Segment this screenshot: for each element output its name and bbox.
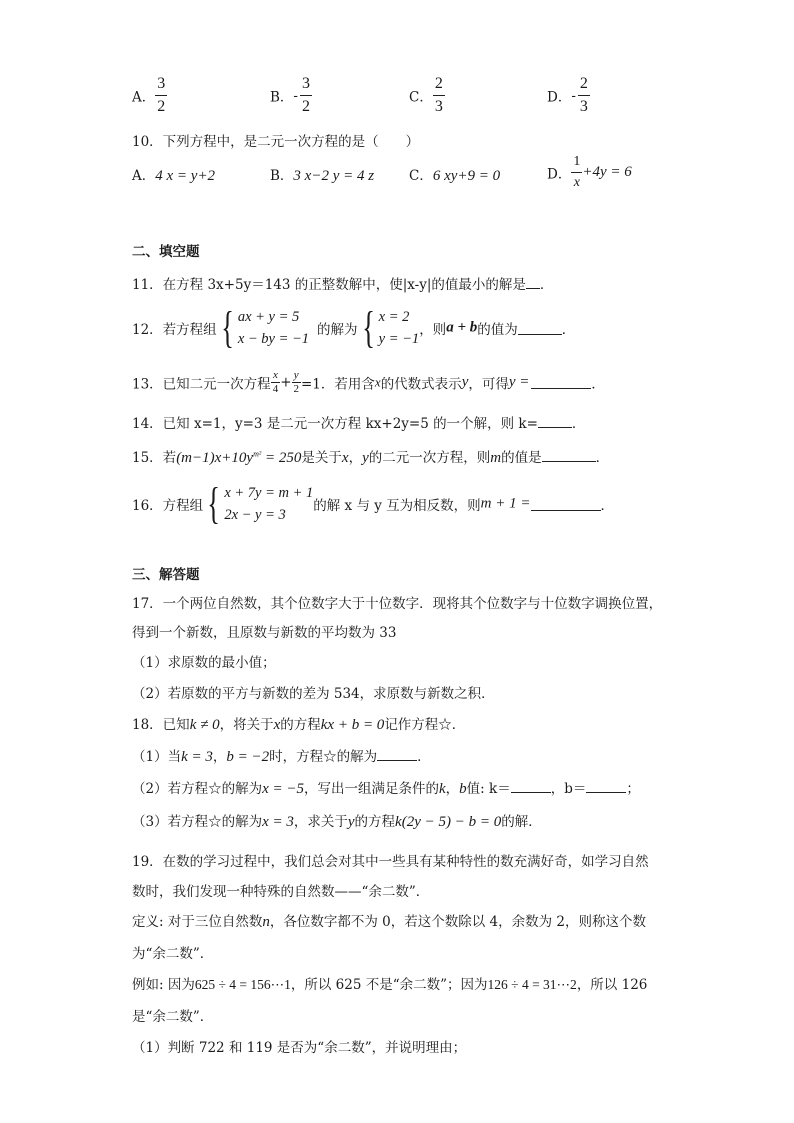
answer-blank[interactable] [526, 276, 540, 289]
question-text: 的方程 [354, 814, 396, 830]
denominator: 3 [434, 98, 443, 115]
section-heading-fill-in: 二、填空题 [132, 244, 200, 260]
expression: b = −2 [226, 749, 270, 765]
numerator: x [271, 370, 281, 383]
period: ． [571, 416, 586, 432]
question-text: （1）当 [132, 749, 182, 765]
expression: (m−1)x+10y [176, 450, 254, 466]
question-text: ，可得 [468, 376, 509, 393]
question-text: （2）若方程☆的解为 [132, 781, 263, 797]
q10-option-d [547, 155, 632, 190]
q18-part1 [132, 745, 431, 766]
question-text: 的解为 [317, 322, 358, 338]
question-text: 时，方程☆的解为 [269, 749, 378, 765]
variable: b [459, 781, 467, 797]
question-text: ，所以 126 [576, 977, 648, 993]
option-label: C． [409, 168, 433, 184]
q19-line2: 数时，我们发现一种特殊的自然数——“余二数”． [132, 884, 430, 900]
q10-stem: 10．下列方程中，是二元一次方程的是（ ） [132, 134, 420, 150]
period: ． [595, 450, 610, 466]
minus-sign: - [571, 87, 576, 104]
comma: ， [348, 450, 363, 466]
question-text: ，b＝ [550, 781, 587, 797]
question-text: 的解． [501, 814, 542, 830]
left-brace: { [361, 303, 375, 352]
q16 [132, 479, 614, 528]
denominator: 4 [272, 383, 279, 395]
expression: x = 3 [262, 814, 294, 830]
q18-part3 [132, 810, 542, 831]
question-text: 的值为 [477, 322, 518, 338]
expression: x = −5 [262, 781, 304, 797]
q19-definition [132, 910, 646, 931]
question-text: 13．已知二元一次方程 [132, 376, 271, 393]
variable: y [362, 450, 369, 466]
question-text: ，所以 625 不是“余二数”；因为 [290, 977, 488, 993]
question-text: 记作方程☆． [384, 717, 466, 733]
question-text: 的方程 [280, 717, 321, 733]
solution-y: y = −1 [378, 331, 420, 347]
numerator: 3 [300, 76, 312, 96]
question-text: ，将关于 [219, 717, 274, 733]
equation-system [238, 306, 309, 350]
denominator: 3 [579, 98, 588, 115]
option-label: A． [132, 89, 156, 106]
question-text: 值: k＝ [466, 781, 511, 797]
answer-blank[interactable] [542, 449, 596, 462]
q17-part1: （1）求原数的最小值； [132, 655, 276, 671]
answer-blank[interactable] [531, 498, 601, 511]
q14 [132, 412, 585, 432]
equation: 6 xy+9 = 0 [432, 168, 501, 184]
variable: y [461, 374, 469, 390]
equation-2: 2x − y = 3 [224, 507, 286, 523]
plus-sign: + [280, 374, 292, 391]
option-label: B． [270, 89, 294, 106]
denominator: x [573, 175, 580, 190]
q17-line1: 17．一个两位自然数，其个位数字大于十位数字．现将其个位数字与十位数字调换位置， [132, 596, 663, 612]
question-text: 16．方程组 [132, 498, 204, 514]
equation: 3 x−2 y = 4 z [293, 168, 375, 184]
q15 [132, 446, 609, 467]
q9-option-b [270, 76, 312, 115]
question-text: 12．若方程组 [132, 322, 217, 338]
expression: k = 3 [181, 749, 213, 765]
expression: a + b [446, 319, 478, 336]
answer-blank-b[interactable] [586, 780, 626, 793]
expression: 625 ÷ 4 = 156⋯1 [194, 977, 291, 992]
question-text: 18．已知 [132, 717, 190, 733]
variable: k [439, 781, 446, 797]
q19-example [132, 973, 647, 993]
q12 [132, 303, 576, 352]
question-text: ， [212, 749, 227, 765]
left-brace: { [207, 479, 221, 528]
q18-line1 [132, 713, 465, 734]
q18-part2 [132, 777, 640, 798]
left-brace: { [220, 303, 234, 352]
answer-blank-k[interactable] [511, 780, 551, 793]
equation-1: x + 7y = m + 1 [224, 485, 314, 501]
variable: n [262, 914, 270, 930]
q10-option-a [132, 164, 215, 185]
question-text: 是关于 [301, 450, 342, 466]
period: ． [561, 322, 576, 338]
expression: = 250 [261, 450, 302, 466]
period: ． [539, 277, 554, 293]
q11 [132, 273, 553, 293]
question-text: 的解 x 与 y 互为相反数，则 [313, 498, 481, 514]
question-text: ， [445, 781, 460, 797]
variable: y [347, 814, 355, 830]
denominator: 2 [301, 98, 310, 115]
numerator: 2 [578, 76, 590, 96]
question-text: 15．若 [132, 450, 177, 466]
q19-line4: 为“余二数”． [132, 946, 214, 962]
question-text: 的代数式表示 [380, 376, 462, 393]
numerator: 2 [433, 76, 445, 96]
question-text: 11．在方程 3x+5y＝143 的正整数解中，使|x-y|的值最小的解是 [132, 277, 526, 293]
q10-option-b [270, 164, 374, 185]
minus-sign: - [293, 87, 298, 104]
answer-blank[interactable] [538, 415, 572, 428]
option-label: B． [270, 168, 294, 184]
q13 [132, 370, 605, 395]
exponent: m² [253, 449, 262, 459]
equation: kx + b = 0 [320, 717, 385, 733]
q17-part2: （2）若原数的平方与新数的差为 534，求原数与新数之积． [132, 686, 495, 702]
question-text: 定义: 对于三位自然数 [132, 914, 263, 930]
question-text: ； [626, 781, 640, 797]
option-label: D． [547, 166, 572, 183]
answer-blank[interactable] [518, 322, 562, 335]
fraction [292, 370, 302, 395]
period: ． [600, 498, 614, 514]
variable: m [490, 450, 502, 466]
equation-1: ax + y = 5 [237, 309, 300, 325]
denominator: 2 [293, 383, 299, 395]
option-label: A． [132, 168, 156, 184]
q9-option-a [132, 76, 167, 115]
variable: x [273, 717, 281, 733]
numerator: 1 [571, 155, 582, 173]
equation-2: x − by = −1 [237, 331, 310, 347]
answer-blank[interactable] [531, 376, 591, 389]
equation: k(2y − 5) − b = 0 [395, 814, 502, 830]
q19-part1: （1）判断 722 和 119 是否为“余二数”，并说明理由； [132, 1040, 467, 1056]
question-text: （3）若方程☆的解为 [132, 814, 263, 830]
expression: m + 1 = [480, 495, 531, 512]
equation-rest: +4y = 6 [582, 164, 632, 180]
variable: x [341, 450, 349, 466]
solution-x: x = 2 [378, 309, 410, 325]
q19-line1: 19．在数的学习过程中，我们总会对其中一些具有某种特性的数充满好奇，如学习自然 [132, 854, 649, 870]
question-text: ，写出一组满足条件的 [304, 781, 439, 797]
expression: y = [508, 374, 530, 390]
expression: k ≠ 0 [189, 717, 220, 733]
q17-line2: 得到一个新数，且原数与新数的平均数为 33 [132, 625, 397, 641]
answer-blank[interactable] [377, 748, 417, 761]
equation: 4 x = y+2 [155, 168, 216, 184]
q19-line6: 是“余二数”． [132, 1009, 214, 1025]
question-text: ，求关于 [293, 814, 348, 830]
fraction [271, 370, 281, 395]
fraction [578, 76, 590, 115]
section-heading-solve: 三、解答题 [132, 567, 200, 583]
fraction [300, 76, 312, 115]
question-text: 例如: 因为 [132, 977, 195, 993]
period: ． [591, 376, 605, 393]
expression: 126 ÷ 4 = 31⋯2 [487, 977, 577, 992]
question-text: =1．若用含 [301, 376, 375, 393]
question-text: 的值是 [501, 450, 542, 466]
q9-option-d [547, 76, 590, 115]
question-text: 14．已知 x=1，y=3 是二元一次方程 kx+2y=5 的一个解，则 k= [132, 416, 538, 432]
denominator: 2 [157, 98, 166, 115]
question-text: ，则 [419, 322, 447, 338]
question-text: ，各位数字都不为 0，若这个数除以 4，余数为 2，则称这个数 [269, 914, 646, 930]
q9-option-c [409, 76, 445, 115]
equation-system [224, 482, 313, 526]
numerator: 3 [155, 76, 167, 96]
variable: x [374, 374, 381, 390]
option-label: C． [409, 89, 433, 106]
q10-option-c [409, 164, 500, 185]
numerator: y [292, 370, 302, 383]
fraction [571, 155, 582, 190]
fraction [155, 76, 167, 115]
solution-system [379, 306, 420, 350]
question-text: 的二元一次方程，则 [368, 450, 491, 466]
fraction [433, 76, 445, 115]
period: ． [417, 749, 431, 765]
option-label: D． [547, 89, 572, 106]
